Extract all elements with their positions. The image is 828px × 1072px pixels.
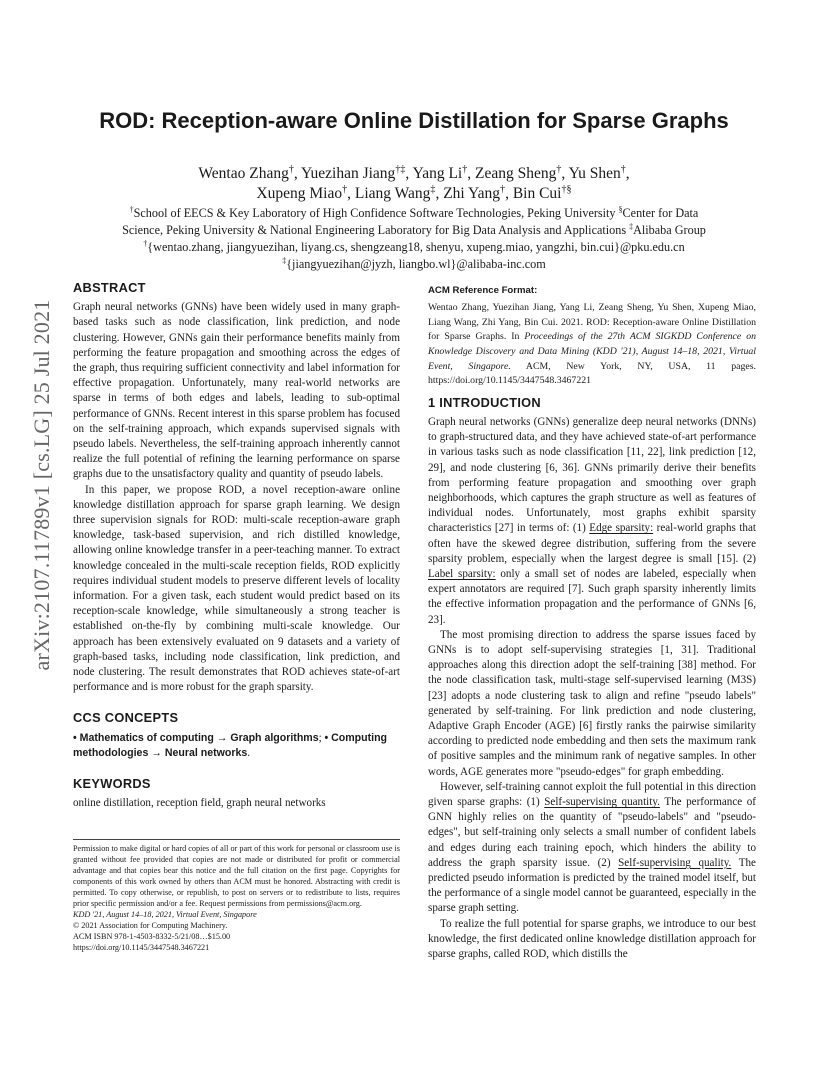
intro-text: However, self-training cannot exploit the full potential in this direction given sparse graphs: (1) xyxy=(428,780,756,809)
affil-text: Alibaba Group xyxy=(633,223,706,237)
author-sup: † xyxy=(620,163,626,175)
copyright: © 2021 Association for Computing Machinery. xyxy=(73,921,228,930)
keywords-heading: KEYWORDS xyxy=(73,775,151,791)
intro-paragraph-1 xyxy=(428,415,756,628)
ccs-concept-1: • Mathematics of computing → Graph algorithms xyxy=(73,731,319,744)
permission-block xyxy=(73,839,400,953)
intro-paragraph-4: To realize the full potential for sparse graphs, we introduce to our best knowledge, the first dedicated online knowledge distillation approach for sparse graphs, called ROD, which distills the xyxy=(428,917,756,961)
email-line xyxy=(75,256,753,273)
author-name: Xupeng Miao xyxy=(256,185,343,202)
intro-paragraph-2: The most promising direction to address the sparse issues faced by GNNs is to adopt self-supervising strategies [1, 31]. Traditional approaches along this direction adopt the self-training [38] method. For the node classification task, multi-stage self-supervised learning (M3S) [23] adopts a node clustering task to align and refine "pseudo labels" generated by self-training. For link prediction and node clustering, Adaptive Graph Encoder (AGE) [6] firstly ranks the pairwise similarity according to predicted node embedding and then sets the maximum rank of positive samples and the minimum rank of negative samples. In other words, AGE generates more "pseudo-edges" for graph embedding. xyxy=(428,628,756,778)
abstract-paragraph-1: Graph neural networks (GNNs) have been widely used in many graph-based tasks such as node classification, link prediction, and node clustering. However, GNNs gain their performance benefits mainly from performing the feature propagation and smoothing across the edges of the graph, thus requiring sufficient connectivity and label information for effective propagation. Unfortunately, many real-world networks are sparse in terms of both edges and labels, leading to sub-optimal performance of GNNs. Recent interest in this sparse problem has focused on the self-training approach, which expands supervised signals with pseudo labels. Nevertheless, the self-training approach inherently cannot realize the full potential of refining the learning performance on sparse graphs due to the unsatisfactory quality and quantity of pseudo labels. xyxy=(73,301,400,481)
author-name: Yuezihan Jiang xyxy=(301,165,396,182)
affil-sup: ‡ xyxy=(629,221,634,231)
ccs-concepts xyxy=(73,731,400,761)
doi-link[interactable]: https://doi.org/10.1145/3447548.3467221 xyxy=(73,943,210,952)
label-sparsity-term: Label sparsity: xyxy=(428,568,496,580)
author-name: Bin Cui xyxy=(512,185,562,202)
affil-text: Science, Peking University & National Engineering Laboratory for Big Data Analysis and Applications xyxy=(122,223,630,237)
author-line-1: Wentao Zhang†, Yuezihan Jiang†‡, Yang Li†, Zeang Sheng†, Yu Shen†, xyxy=(198,163,630,182)
ccs-concept-2: • Computing methodologies → Neural networks xyxy=(73,731,388,759)
intro-text: The predicted pseudo information is predicted by the trained model itself, but the performance of a single model cannot be guaranteed, especially in the sparse graph setting. xyxy=(428,856,756,915)
intro-paragraph-3 xyxy=(428,780,756,917)
ccs-end: . xyxy=(247,746,251,759)
intro-text: Graph neural networks (GNNs) generalize deep neural networks (DNNs) to graph-structured data, and they have achieved state-of-art performance in various tasks such as node classification [11, 22], link prediction [12, 29], and node clustering [6, 36]. GNNs primarily derive their benefits from performing feature propagation and smoothing over graph neighborhoods, which captures the graph structure as well as features of individual nodes. Unfortunately, most graphs exhibit sparsity characteristics [27] in terms of: (1) xyxy=(428,415,756,535)
affil-text: Center for Data xyxy=(622,206,699,220)
author-name: Liang Wang xyxy=(354,185,431,202)
author-sup: †‡ xyxy=(395,163,406,175)
introduction-heading: 1 INTRODUCTION xyxy=(428,394,541,410)
acm-ref-authors: Wentao Zhang, Yuezihan Jiang, Yang Li, Zeang Sheng, Yu Shen, Xupeng Miao, Liang Wang, Zhi Yang, Bin Cui. 2021. ROD: Reception-aware Online Distillation for Sparse Graphs. In xyxy=(428,302,756,343)
author-sup: † xyxy=(342,183,348,195)
author-name: Yu Shen xyxy=(568,165,621,182)
acm-ref-proceedings: Proceedings of the 27th ACM SIGKDD Conference on Knowledge Discovery and Data Mining (KDD '21), August 14–18, 2021, Virtual Event, Singapore. xyxy=(428,331,756,372)
intro-text: The performance of GNN highly relies on the quantity of "pseudo-labels" and "pseudo-edges", but self-training only selects a small number of confident labels and edges during each training epoch, which hinders the ability to address the graph sparsity issue. (2) xyxy=(428,796,756,869)
email-line xyxy=(75,239,753,256)
author-sup: † xyxy=(462,163,468,175)
acm-ref-tail: ACM, New York, NY, USA, 11 pages. https://doi.org/10.1145/3447548.3467221 xyxy=(428,360,756,387)
author-name: Yang Li xyxy=(412,165,463,182)
intro-text: real-world graphs that often have the skewed degree distribution, suffering from the severe sparsity problem, especially when the largest degree is small [15]. (2) xyxy=(428,522,756,565)
affil-text: School of EECS & Key Laboratory of High Confidence Software Technologies, Peking University xyxy=(133,206,619,220)
acm-ref-heading: ACM Reference Format: xyxy=(428,285,538,296)
author-line-2: Xupeng Miao†, Liang Wang‡, Zhi Yang†, Bin Cui†§ xyxy=(256,183,572,202)
author-name: Wentao Zhang xyxy=(198,165,289,182)
author-sup: † xyxy=(556,163,562,175)
arxiv-id: arXiv:2107.11789v1 [cs.LG] 25 Jul 2021 xyxy=(29,299,54,671)
affil-sup: § xyxy=(618,204,623,214)
author-sup: † xyxy=(500,183,506,195)
author-sup: ‡ xyxy=(430,183,436,195)
author-sup: †§ xyxy=(561,183,572,195)
author-sup: † xyxy=(288,163,294,175)
affiliation-line xyxy=(75,205,753,222)
abstract-paragraph-2: In this paper, we propose ROD, a novel reception-aware online knowledge distillation approach for sparse graph learning. We design three supervision signals for ROD: multi-scale reception-aware graph knowledge, task-based supervision, and rich distilled knowledge, allowing online knowledge transfer in a peer-teaching manner. To extract knowledge concealed in the multi-scale reception fields, ROD explicitly requires individual student models to preserve different levels of locality information. For a given task, each student would predict based on its reception-scale knowledge, while simultaneously a strong teacher is established on-the-fly by combining multi-scale knowledge. Our approach has been extensively evaluated on 9 datasets and a variety of graph-based tasks, including node classification, link prediction, and node clustering. The result demonstrates that ROD achieves state-of-art performance and is more robust for the graph sparsity. xyxy=(73,483,400,694)
affiliation-line xyxy=(75,222,753,239)
ss-quality-term: Self-supervising quality. xyxy=(618,856,732,869)
email-text: {jiangyuezihan@jyzh, liangbo.wl}@alibaba-inc.com xyxy=(286,257,546,271)
affil-sup: † xyxy=(129,204,134,214)
keywords-text: online distillation, reception field, graph neural networks xyxy=(73,796,326,809)
ccs-heading: CCS CONCEPTS xyxy=(73,710,179,726)
acm-ref-body xyxy=(428,301,756,389)
intro-text: only a small set of nodes are labeled, especially when expert annotators are required [7]. Such graph sparsity inherently limits the effective information propagation and the performance of GNNs [6, 23]. xyxy=(428,568,757,626)
affiliations xyxy=(75,205,753,273)
ccs-separator: ; xyxy=(318,731,325,744)
author-name: Zhi Yang xyxy=(443,185,501,202)
isbn: ACM ISBN 978-1-4503-8332-5/21/08…$15.00 xyxy=(73,932,231,941)
paper-title: ROD: Reception-aware Online Distillation for Sparse Graphs xyxy=(99,108,729,133)
affil-sup: ‡ xyxy=(282,255,287,265)
abstract-heading: ABSTRACT xyxy=(73,280,146,295)
permission-text: Permission to make digital or hard copies of all or part of this work for personal or classroom use is granted without fee provided that copies are not made or distributed for profit or commercial advantage and that copies bear this notice and the full citation on the first page. Copyrights for components of this work owned by others than ACM must be honored. Abstracting with credit is permitted. To copy otherwise, or republish, to post on servers or to redistribute to lists, requires prior specific permission and/or a fee. Request permissions from permissions@acm.org. xyxy=(73,844,400,908)
affil-sup: † xyxy=(143,238,148,248)
right-column xyxy=(428,283,756,962)
venue: KDD '21, August 14–18, 2021, Virtual Event, Singapore xyxy=(73,910,257,919)
arxiv-stamp xyxy=(18,295,66,675)
author-name: Zeang Sheng xyxy=(475,165,557,182)
left-column xyxy=(73,280,400,811)
edge-sparsity-term: Edge sparsity: xyxy=(589,522,654,535)
author-block xyxy=(100,164,728,204)
ss-quantity-term: Self-supervising quantity. xyxy=(544,796,660,809)
email-text: {wentao.zhang, jiangyuezihan, liyang.cs, shengzeang18, shenyu, xupeng.miao, yangzhi, bin.cui}@pku.edu.cn xyxy=(147,240,685,254)
